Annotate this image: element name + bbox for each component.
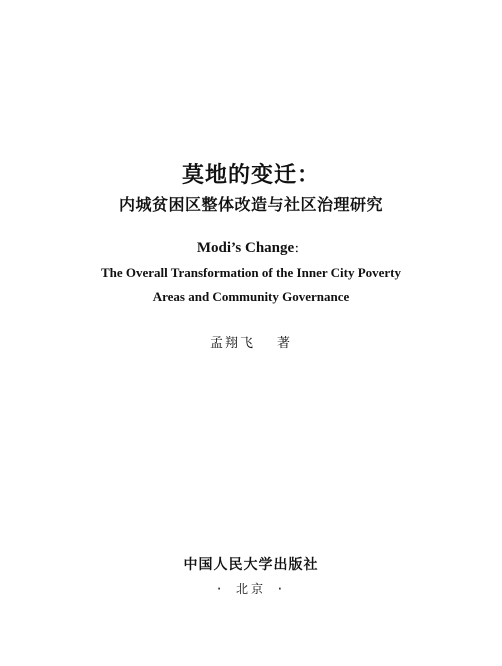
english-title-text: Modi’s Change <box>196 240 295 256</box>
book-title-main: 莫地的变迁： <box>181 162 320 188</box>
english-subtitle-line-2: Areas and Community Governance <box>152 289 350 304</box>
english-title-colon: ： <box>294 243 306 255</box>
english-title <box>0 240 502 257</box>
author-line <box>0 332 502 351</box>
english-subtitle-line-1: The Overall Transformation of the Inner City Poverty <box>100 265 402 280</box>
book-subtitle: 内城贫困区整体改造与社区治理研究 <box>118 195 383 214</box>
author-role: 著 <box>277 336 293 351</box>
publisher-name: 中国人民大学出版社 <box>183 557 319 573</box>
publisher-location: · 北京 · <box>215 582 287 596</box>
author-name: 孟翔飞 <box>209 336 255 351</box>
